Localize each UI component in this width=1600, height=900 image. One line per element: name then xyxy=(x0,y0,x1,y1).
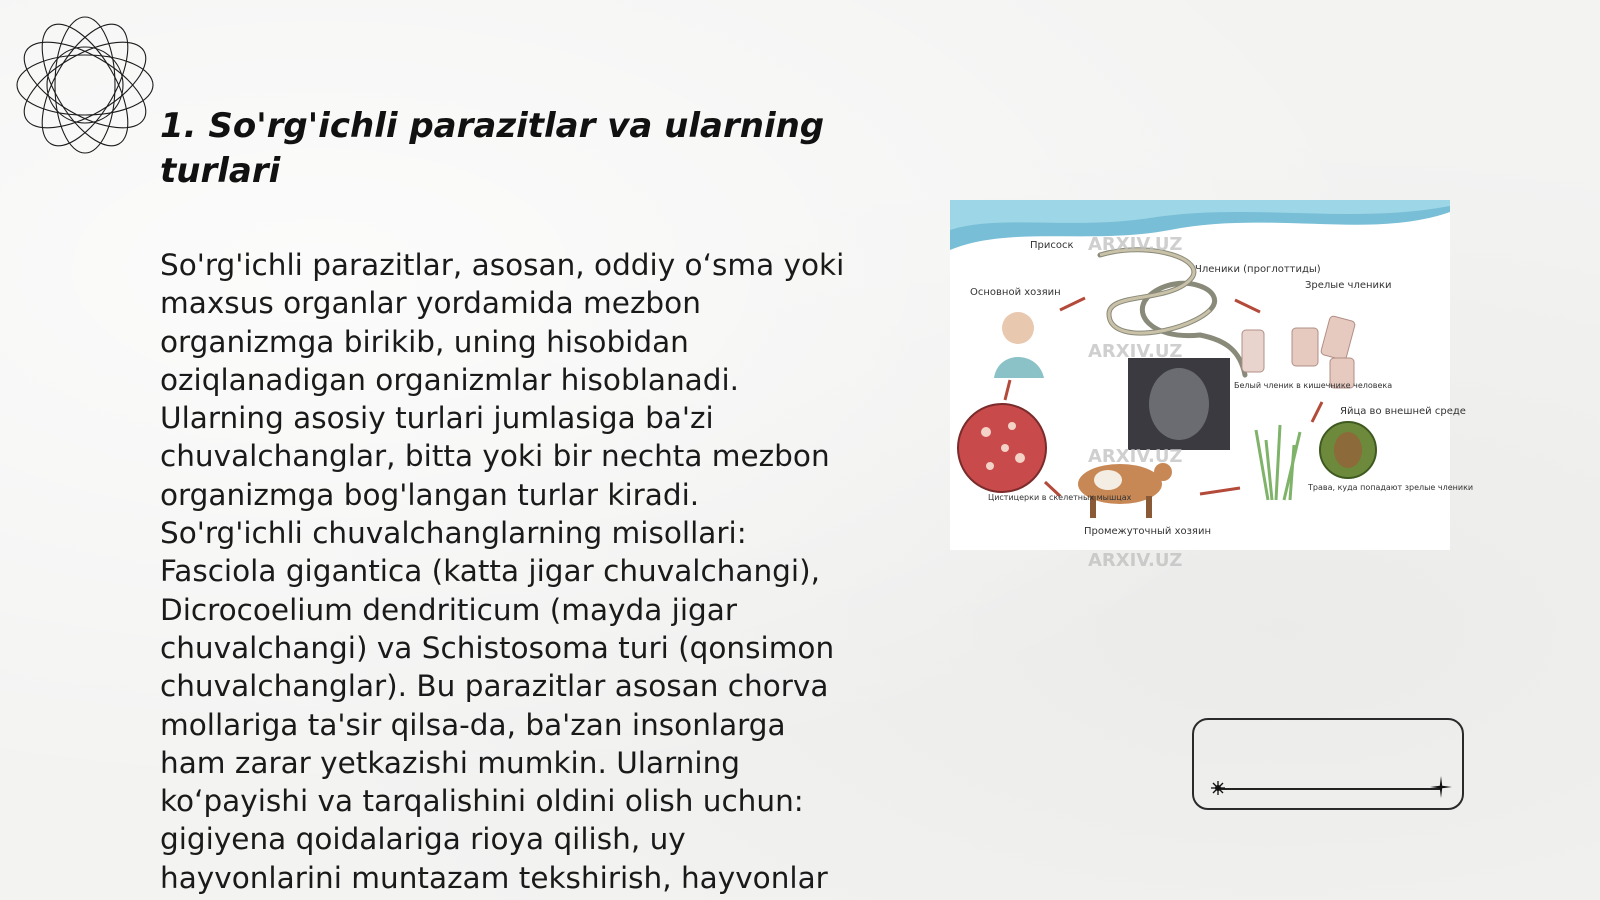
diagram-label-eggs: Яйца во внешней среде xyxy=(1340,406,1466,417)
watermark: ARXIV.UZ xyxy=(1088,446,1183,467)
body-line: chuvalchangi) va Schistosoma turi (qonsimon xyxy=(160,630,835,665)
body-line: maxsus organlar yordamida mezbon xyxy=(160,286,701,321)
body-line: ham zarar yetkazishi mumkin. Ularning xyxy=(160,745,740,780)
diagram-label-top-left: Присоск xyxy=(1030,240,1074,251)
watermark: ARXIV.UZ xyxy=(1088,234,1183,255)
decorative-slider-frame xyxy=(1192,718,1464,810)
watermark: ARXIV.UZ xyxy=(1088,550,1183,571)
body-line: gigiyena qoidalariga rioya qilish, uy xyxy=(160,822,686,857)
body-line: organizmga birikib, uning hisobidan xyxy=(160,324,689,359)
body-line: So'rg'ichli chuvalchanglarning misollari: xyxy=(160,516,747,551)
sun-star-icon xyxy=(1210,780,1226,796)
body-line: chuvalchanglar, bitta yoki bir nechta mezbon xyxy=(160,439,830,474)
diagram-label-intermediate: Промежуточный хозяин xyxy=(1084,526,1211,537)
tapeworm-lifecycle-diagram xyxy=(950,200,1474,580)
body-line: oziqlanadigan organizmlar hisoblanadi. xyxy=(160,362,740,397)
body-line: hayvonlarini muntazam tekshirish, hayvonlar xyxy=(160,860,828,895)
body-line: So'rg'ichli parazitlar, asosan, oddiy o‘sma yoki xyxy=(160,248,845,282)
slider-track xyxy=(1218,788,1440,790)
diagram-label-mature: Зрелые членики xyxy=(1305,280,1392,291)
body-line: Ularning asosiy turlari jumlasiga ba'zi xyxy=(160,401,714,436)
diagram-label-host: Основной хозяин xyxy=(970,287,1061,298)
orbit-rings-icon xyxy=(10,10,160,160)
slide-body xyxy=(160,246,860,897)
body-line: mollariga ta'sir qilsa-da, ba'zan insonlarga xyxy=(160,707,786,742)
diagram-label-segments: Членики (проглоттиды) xyxy=(1195,264,1321,275)
body-line: Fasciola gigantica (katta jigar chuvalchangi), xyxy=(160,554,820,589)
body-line: organizmga bog'langan turlar kiradi. xyxy=(160,477,700,512)
body-line: Dicrocoelium dendriticum (mayda jigar xyxy=(160,592,737,627)
sparkle-icon xyxy=(1430,776,1452,798)
diagram-label-grass: Трава, куда попадают зрелые членики xyxy=(1308,483,1474,492)
watermark: ARXIV.UZ xyxy=(1088,341,1183,362)
body-line: chuvalchanglar). Bu parazitlar asosan chorva xyxy=(160,669,829,704)
body-line: ko‘payishi va tarqalishini oldini olish uchun: xyxy=(160,784,804,819)
diagram-label-embryo: Белый членик в кишечнике человека xyxy=(1234,381,1393,390)
slide-title: 1. So'rg'ichli parazitlar va ularning turlari xyxy=(160,106,825,191)
diagram-label-cysticerci: Цистицерки в скелетных мышцах xyxy=(988,493,1132,502)
